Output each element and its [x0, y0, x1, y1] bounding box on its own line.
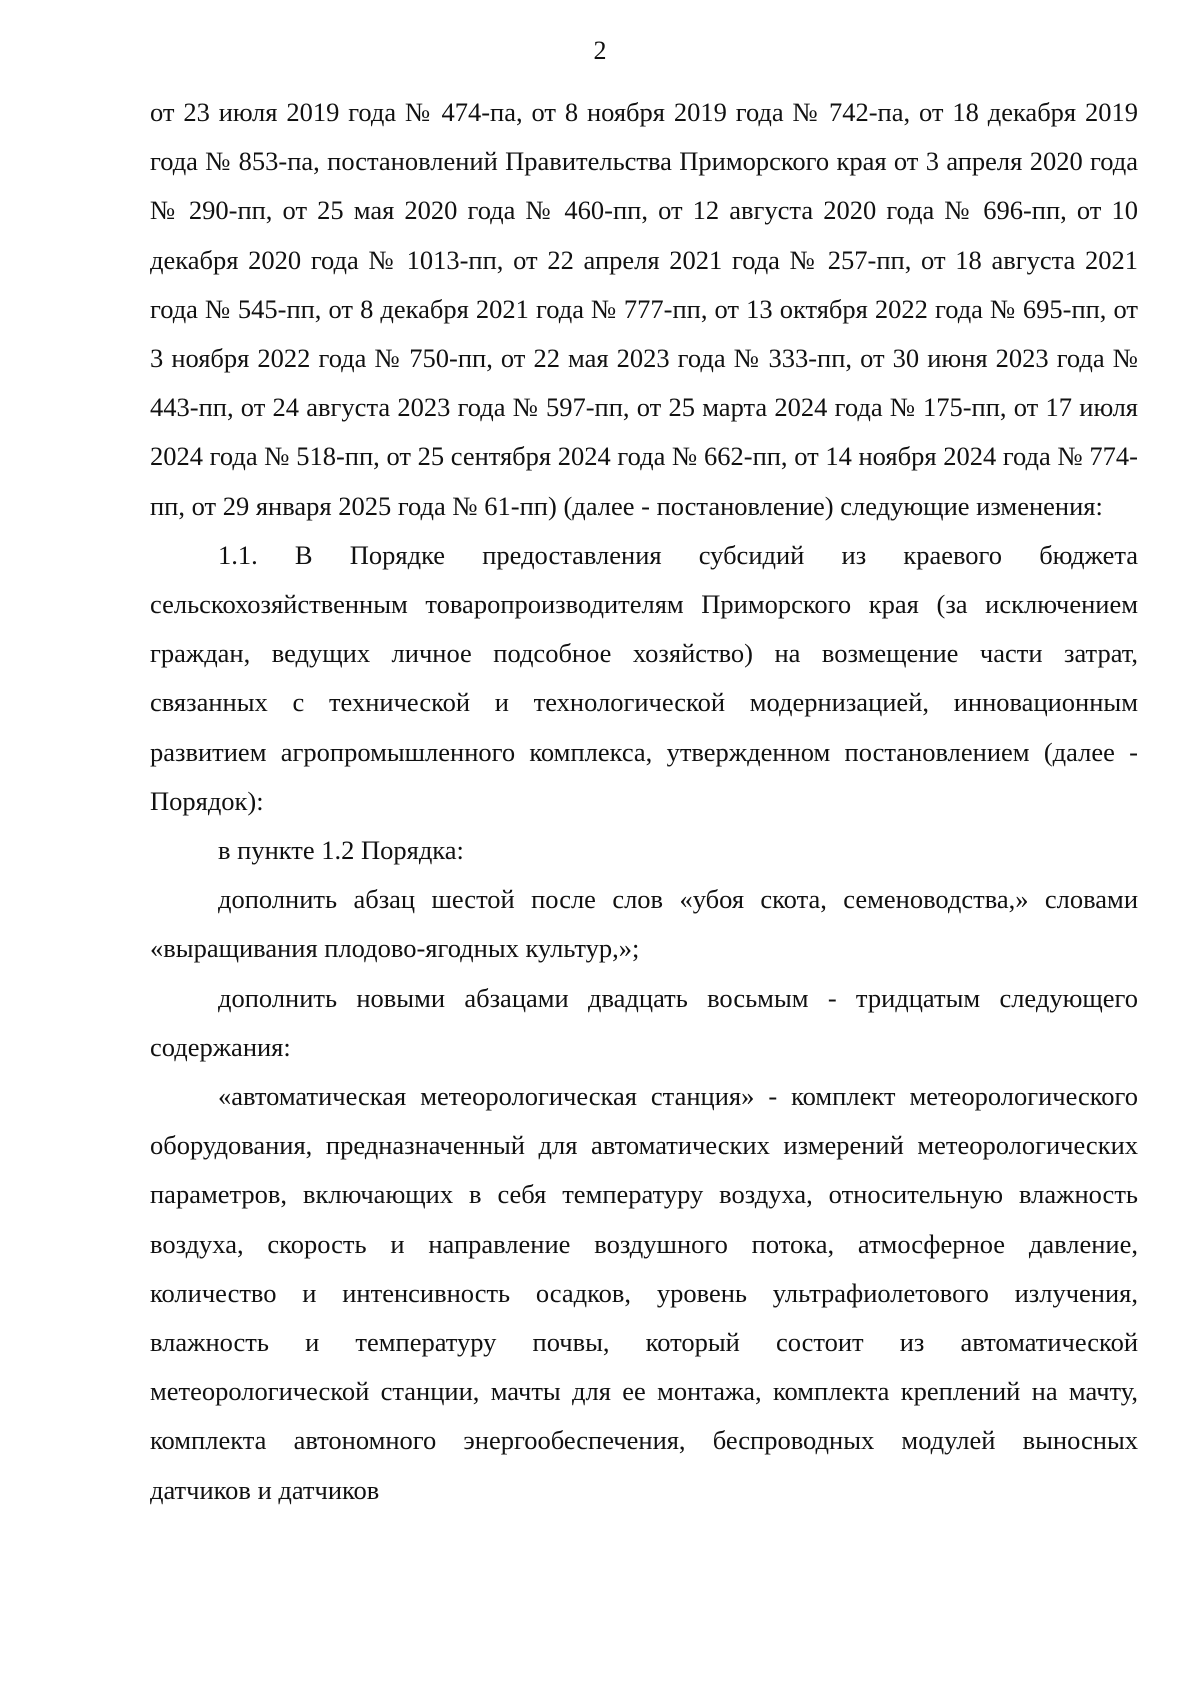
paragraph-add-paragraphs: дополнить новыми абзацами двадцать восьмым - тридцатым следующего содержания: — [150, 982, 1138, 1062]
page-number: 2 — [593, 36, 607, 65]
paragraph-clause-1-2: в пункте 1.2 Порядка: — [218, 835, 464, 866]
paragraph-weather-station-definition: «автоматическая метеорологическая станция» - комплект метеорологического оборудования, предназначенный для автоматических измерений метеорологических параметров, включающих в себя температуру воздуха, относительную влажность воздуха, скорость и направление воздушного потока, атмосферное давление, количество и интенсивность осадков, уровень ультрафиолетового излучения, влажность и температуру почвы, который состоит из автоматической метеорологической станции, мачты для ее монтажа, комплекта креплений на мачту, комплекта автономного энергообеспечения, беспроводных модулей выносных датчиков и датчиков — [150, 1081, 1138, 1505]
document-body — [150, 88, 1138, 1515]
paragraph-amendments-list: от 23 июля 2019 года № 474-па, от 8 ноября 2019 года № 742-па, от 18 декабря 2019 года № 853-па, постановлений Правительства Приморского края от 3 апреля 2020 года № 290-пп, от 25 мая 2020 года № 460-пп, от 12 августа 2020 года № 696-пп, от 10 декабря 2020 года № 1013-пп, от 22 апреля 2021 года № 257-пп, от 18 августа 2021 года № 545-пп, от 8 декабря 2021 года № 777-пп, от 13 октября 2022 года № 695-пп, от 3 ноября 2022 года № 750-пп, от 22 мая 2023 года № 333-пп, от 30 июня 2023 года № 443-пп, от 24 августа 2023 года № 597-пп, от 25 марта 2024 года № 175-пп, от 17 июля 2024 года № 518-пп, от 25 сентября 2024 года № 662-пп, от 14 ноября 2024 года № 774-пп, от 29 января 2025 года № 61-пп) (далее - постановление) следующие изменения: — [150, 97, 1138, 521]
paragraph-item-1-1: 1.1. В Порядке предоставления субсидий из краевого бюджета сельскохозяйственным товаропроизводителям Приморского края (за исключением граждан, ведущих личное подсобное хозяйство) на возмещение части затрат, связанных с технической и технологической модернизацией, инновационным развитием агропромышленного комплекса, утвержденном постановлением (далее - Порядок): — [150, 539, 1138, 816]
paragraph-add-words: дополнить абзац шестой после слов «убоя скота, семеноводства,» словами «выращивания плодово-ягодных культур,»; — [150, 884, 1138, 964]
